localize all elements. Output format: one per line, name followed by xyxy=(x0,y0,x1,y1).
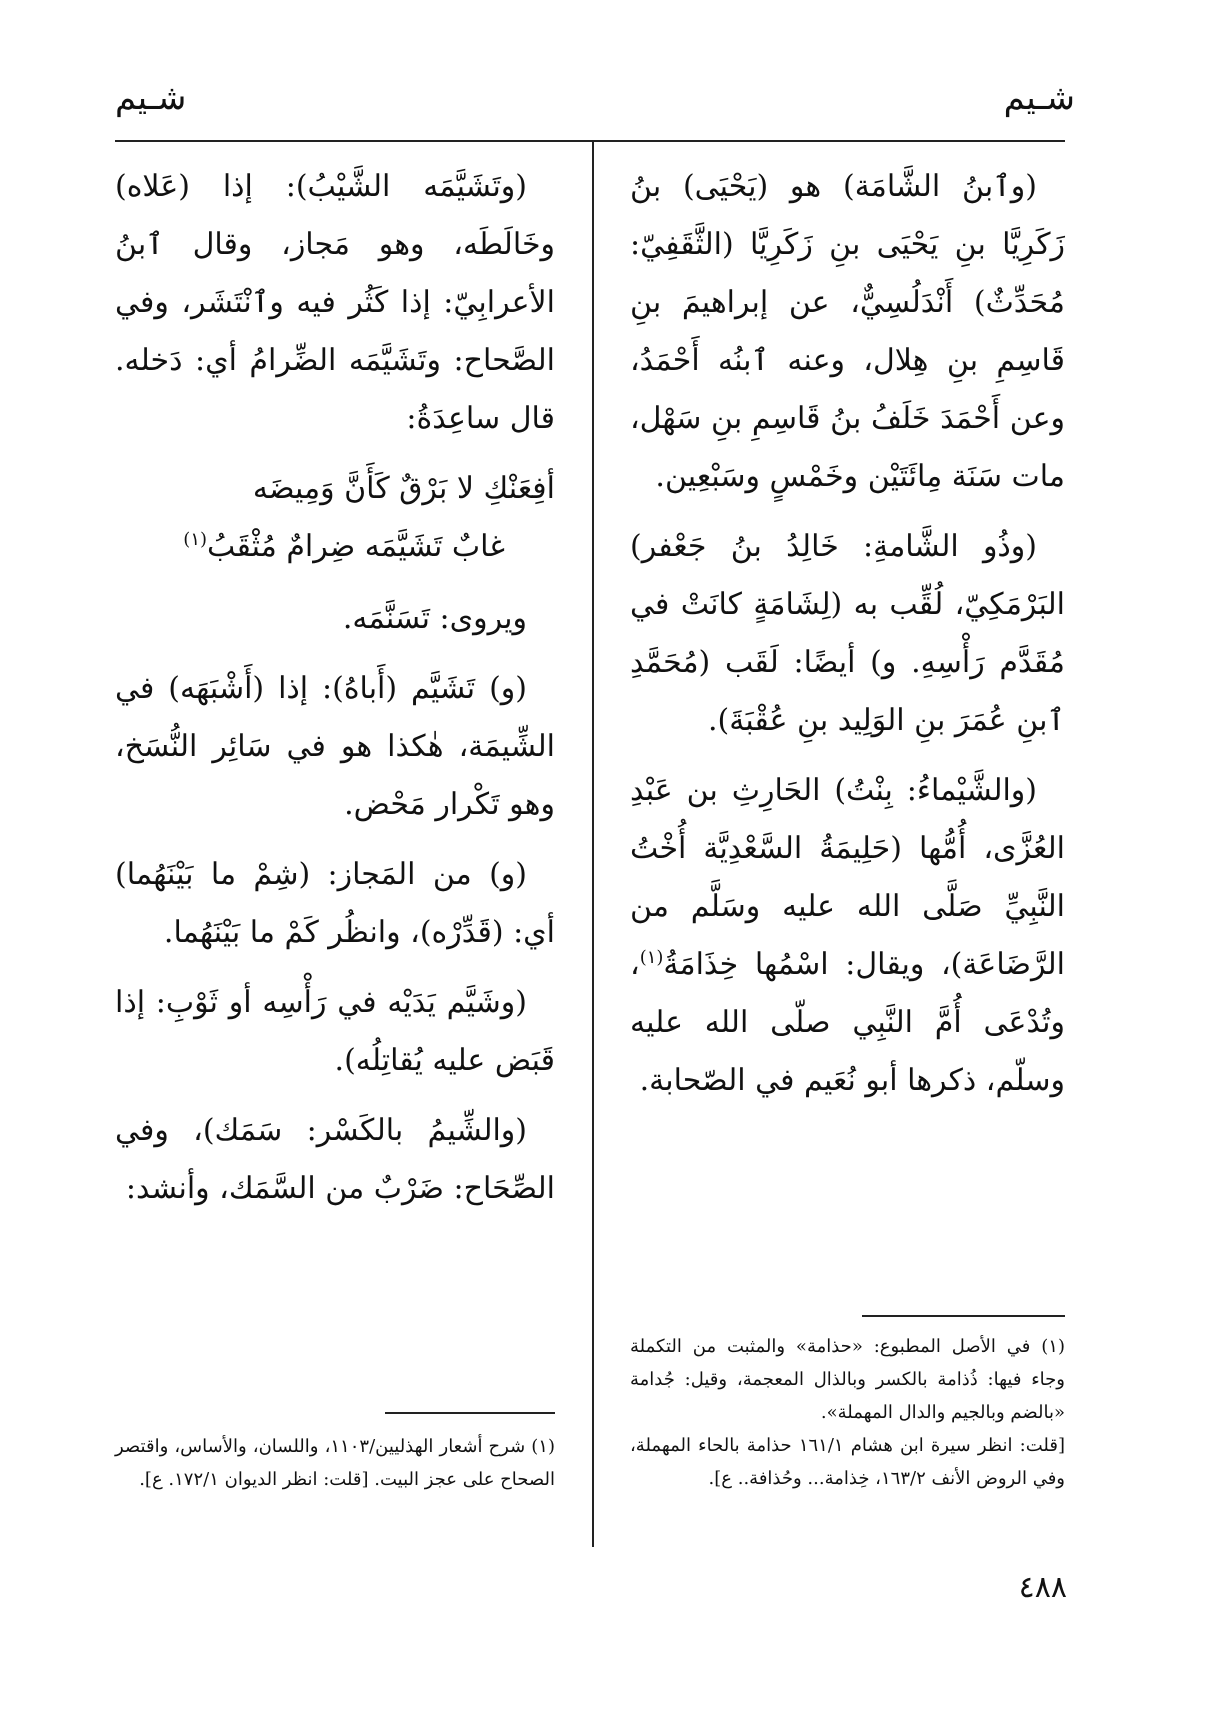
paragraph: (و) تَشَيَّم (أَباهُ): إذا (أَشْبَهَه) في الشِّيمَة، هٰكذا هو في سَائِر النُّسَخ، وهو تَكْرار مَحْض. xyxy=(115,671,555,822)
footnote-rule xyxy=(862,1315,1065,1317)
footnotes-right xyxy=(630,1330,1065,1495)
verse-text: غابٌ تَشَيَّمَه ضِرامٌ مُثْقَبُ xyxy=(207,529,505,564)
paragraph-text: (والشَّيْماءُ: بِنْتُ) الحَارِثِ بن عَبْدِ العُزَّى، أُمُّها (حَلِيمَةُ السَّعْدِيَّة أُخْتُ النَّبِيِّ صَلَّى الله عليه وسَلَّم من الرَّضَاعَة)، ويقال: اسْمُها xyxy=(630,773,1065,982)
paragraph: (وٱبنُ الشَّامَة) هو (يَحْيَى) بنُ زَكَرِيَّا بنِ يَحْيَى بنِ زَكَرِيَّا (الثَّقَفِيّ: مُحَدِّثٌ) أَنْدَلُسِيٌّ، عن إبراهيمَ بنِ قَاسِمِ بنِ هِلال، وعنه ٱبنُه أَحْمَدُ، وعن أَحْمَدَ خَلَفُ بنُ قَاسِمِ بنِ سَهْل، مات سَنَة مِائَتَيْن وخَمْسٍ وسَبْعِين. xyxy=(630,169,1065,494)
footnotes-left xyxy=(115,1430,555,1496)
left-column xyxy=(115,158,555,1230)
footnote-marker: (١) xyxy=(639,947,664,968)
verse-line xyxy=(115,518,505,576)
paragraph-text: ، وتُدْعَى أُمَّ النَّبِي صلّى الله عليه وسلّم، ذكرها أبو نُعَيم في الصّحابة. xyxy=(630,947,1065,1098)
paragraph: (وشَيَّم يَدَيْه في رَأْسِه أو ثَوْبِ: إذا قَبَض عليه يُقاتِلُه). xyxy=(115,985,555,1078)
paragraph: ويروى: تَسَنَّمَه. xyxy=(342,601,527,636)
name-word: خِذَامَةُ xyxy=(663,947,739,982)
column-divider xyxy=(592,142,594,1547)
right-column xyxy=(630,158,1065,1122)
footnote-rule xyxy=(385,1412,555,1414)
header-rule xyxy=(115,140,1065,142)
paragraph: (وذُو الشَّامةِ: خَالِدُ بنُ جَعْفر) البَرْمَكِيّ، لُقِّب به (لِشَامَةٍ كانَتْ في مُقَدَّم رَأْسِهِ. و) أيضًا: لَقَب (مُحَمَّدِ ٱبنِ عُمَرَ بنِ الوَلِيد بنِ عُقْبَةَ). xyxy=(630,529,1065,738)
verse-line: أفِعَنْكِ لا بَرْقٌ كَأَنَّ وَمِيضَه xyxy=(252,471,555,506)
footnote: (١) في الأصل المطبوع: «حذامة» والمثبت من التكملة وجاء فيها: ذُذامة بالكسر وبالذال المعجمة، وقيل: جُدامة «بالضم وبالجيم والدال المهملة». xyxy=(630,1336,1065,1423)
paragraph: (وتَشَيَّمَه الشَّيْبُ): إذا (عَلاه) وخَالَطَه، وهو مَجاز، وقال ٱبنُ الأعرابِيّ: إذا كَثُر فيه وٱنْتَشَر، وفي الصَّحاح: وتَشَيَّمَه الضِّرامُ أي: دَخله. قال ساعِدَةُ: xyxy=(115,169,555,436)
paragraph: (و) من المَجاز: (شِمْ ما بَيْنَهُما) أي: (قَدِّرْه)، وانظُر كَمْ ما بَيْنَهُما. xyxy=(115,857,555,950)
running-header-right: شـيم xyxy=(1003,78,1075,118)
footnote: (١) شرح أشعار الهذليين/١١٠٣، واللسان، والأساس، واقتصر الصحاح على عجز البيت. [قلت: انظر الديوان ١٧٢/١. ع]. xyxy=(115,1436,555,1490)
paragraph xyxy=(630,762,1065,1110)
page-number: ٤٨٨ xyxy=(1018,1570,1067,1605)
footnote: [قلت: انظر سيرة ابن هشام ١٦١/١ حذامة بالحاء المهملة، وفي الروض الأنف ١٦٣/٢، خِذامة... وحُذافة.. ع]. xyxy=(630,1435,1065,1489)
running-header-left: شـيم xyxy=(115,78,187,118)
footnote-marker: (١) xyxy=(183,529,208,550)
paragraph: (والشِّيمُ بالكَسْر: سَمَك)، وفي الصِّحَاح: ضَرْبٌ من السَّمَك، وأنشد: xyxy=(115,1113,555,1206)
